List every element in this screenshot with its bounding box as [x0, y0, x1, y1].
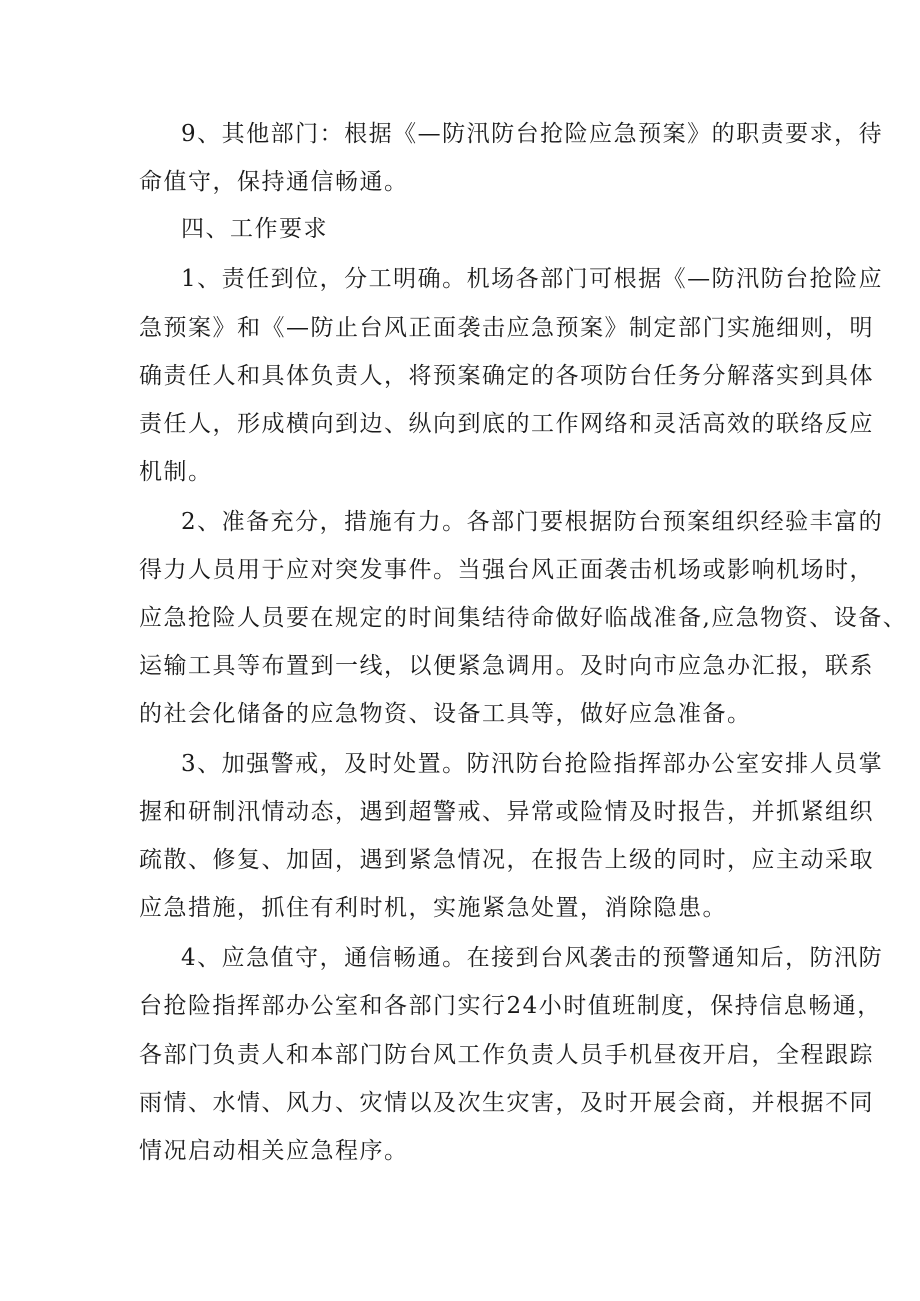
paragraph-4-line-4: 雨情、水情、风力、灾情以及次生灾害，及时开展会商，并根据不同: [139, 1090, 874, 1116]
paragraph-2-line-2: 得力人员用于应对突发事件。当强台风正面袭击机场或影响机场时，: [139, 557, 874, 583]
paragraph-2-line-5: 的社会化储备的应急物资、设备工具等，做好应急准备。: [139, 701, 752, 727]
paragraph-4-line-3: 各部门负责人和本部门防台风工作负责人员手机昼夜开启，全程跟踪: [139, 1042, 874, 1068]
paragraph-4-line-5: 情况启动相关应急程序。: [139, 1138, 409, 1164]
paragraph-1-line-2: 急预案》和《—防止台风正面袭击应急预案》制定部门实施细则，明: [139, 315, 874, 341]
paragraph-3-line-3: 疏散、修复、加固，遇到紧急情况，在报告上级的同时，应主动采取: [139, 847, 874, 873]
paragraph-9-line-1: 9、其他部门：根据《—防汛防台抢险应急预案》的职责要求，待: [181, 121, 884, 147]
paragraph-1-line-1: 1、责任到位，分工明确。机场各部门可根据《—防汛防台抢险应: [181, 266, 884, 292]
paragraph-1-line-3: 确责任人和具体负责人，将预案确定的各项防台任务分解落实到具体: [139, 363, 874, 389]
paragraph-2-line-3: 应急抢险人员要在规定的时间集结待命做好临战准备,应急物资、设备、: [139, 605, 908, 631]
paragraph-1-line-5: 机制。: [139, 459, 213, 485]
paragraph-1-line-4: 责任人，形成横向到边、纵向到底的工作网络和灵活高效的联络反应: [139, 411, 874, 437]
paragraph-2-line-1: 2、准备充分，措施有力。各部门要根据防台预案组织经验丰富的: [181, 509, 884, 535]
paragraph-3-line-4: 应急措施，抓住有利时机，实施紧急处置，消除隐患。: [139, 895, 727, 921]
paragraph-2-line-4: 运输工具等布置到一线，以便紧急调用。及时向市应急办汇报，联系: [139, 653, 874, 679]
paragraph-4-line-2: 台抢险指挥部办公室和各部门实行24小时值班制度，保持信息畅通，: [139, 993, 882, 1019]
paragraph-9-line-2: 命值守，保持通信畅通。: [139, 169, 409, 195]
section-heading-work-requirements: 四、工作要求: [181, 216, 328, 242]
paragraph-3-line-2: 握和研制汛情动态，遇到超警戒、异常或险情及时报告，并抓紧组织: [139, 799, 874, 825]
paragraph-4-line-1: 4、应急值守，通信畅通。在接到台风袭击的预警通知后，防汛防: [181, 945, 884, 971]
paragraph-3-line-1: 3、加强警戒，及时处置。防汛防台抢险指挥部办公室安排人员掌: [181, 751, 884, 777]
